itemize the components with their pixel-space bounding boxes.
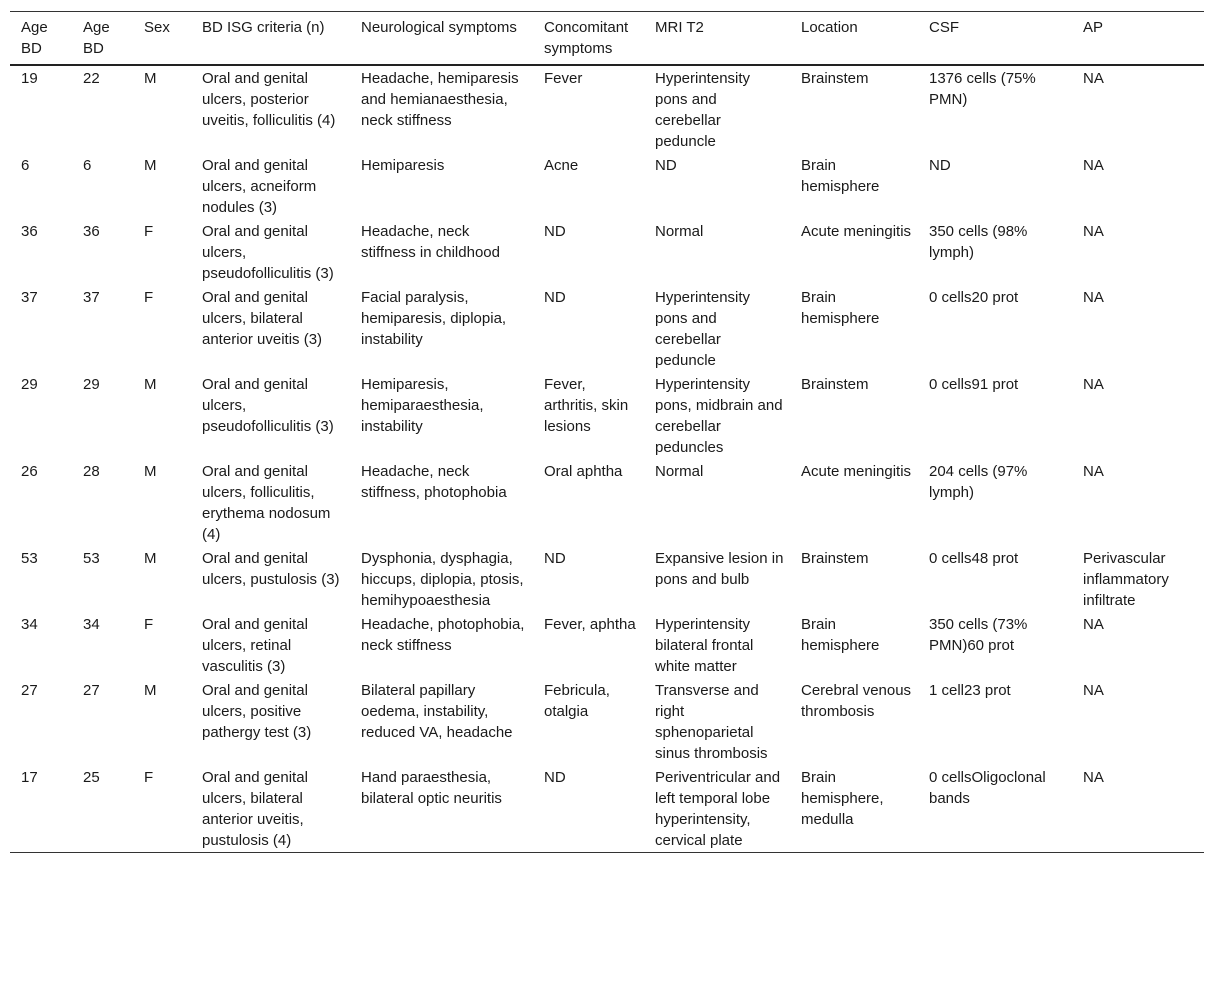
cell-neurological-symptoms: Headache, hemiparesis and hemianaesthesia, neck stiffness <box>361 70 519 129</box>
cell-ap: NA <box>1083 223 1104 240</box>
cell-sex: M <box>144 70 157 87</box>
cell-isg-criteria: Oral and genital ulcers, retinal vasculitis (3) <box>202 616 308 675</box>
cell-age-bd-1: 36 <box>21 223 38 240</box>
cell-concomitant-symptoms: Fever, arthritis, skin lesions <box>544 376 629 435</box>
cell-age-bd-2: 37 <box>83 289 100 306</box>
cell-sex: M <box>144 463 157 480</box>
cell-csf: 204 cells (97% lymph) <box>929 463 1028 501</box>
cell-location: Brain hemisphere <box>801 157 880 195</box>
cell-mri-t2: Hyperintensity bilateral frontal white matter <box>655 616 754 675</box>
cell-mri-t2: Normal <box>655 463 704 480</box>
cell-neurological-symptoms: Headache, neck stiffness, photophobia <box>361 463 507 501</box>
cell-sex: M <box>144 682 157 699</box>
cell-concomitant-symptoms: Fever <box>544 70 583 87</box>
cell-sex: F <box>144 769 154 786</box>
cell-concomitant-symptoms: Fever, aphtha <box>544 616 636 633</box>
cell-ap: NA <box>1083 70 1104 87</box>
cell-concomitant-symptoms: Oral aphtha <box>544 463 623 480</box>
cell-age-bd-1: 6 <box>21 157 30 174</box>
table-row <box>10 219 1204 285</box>
header-sex: Sex <box>144 19 170 36</box>
cell-csf: 1376 cells (75% PMN) <box>929 70 1036 108</box>
cell-mri-t2: Normal <box>655 223 704 240</box>
cell-concomitant-symptoms: ND <box>544 289 566 306</box>
cell-age-bd-2: 22 <box>83 70 100 87</box>
header-ap: AP <box>1083 19 1104 36</box>
cell-isg-criteria: Oral and genital ulcers, pseudofolliculitis (3) <box>202 223 334 282</box>
cell-isg-criteria: Oral and genital ulcers, pseudofolliculitis (3) <box>202 376 334 435</box>
cell-concomitant-symptoms: Acne <box>544 157 579 174</box>
cell-age-bd-2: 28 <box>83 463 100 480</box>
cell-location: Brain hemisphere <box>801 616 880 654</box>
header-mri-t2: MRI T2 <box>655 19 704 36</box>
cell-age-bd-2: 53 <box>83 550 100 567</box>
cell-sex: F <box>144 616 154 633</box>
cell-concomitant-symptoms: ND <box>544 223 566 240</box>
cell-ap: NA <box>1083 157 1104 174</box>
cell-concomitant-symptoms: Febricula, otalgia <box>544 682 610 720</box>
cell-neurological-symptoms: Bilateral papillary oedema, instability, reduced VA, headache <box>361 682 513 741</box>
table-header-row <box>10 12 1204 66</box>
cell-age-bd-2: 27 <box>83 682 100 699</box>
cell-csf: 1 cell23 prot <box>929 682 1011 699</box>
cell-mri-t2: Hyperintensity pons and cerebellar peduncle <box>655 289 751 369</box>
cell-location: Brainstem <box>801 70 869 87</box>
cell-age-bd-1: 17 <box>21 769 38 786</box>
cell-mri-t2: ND <box>655 157 677 174</box>
cell-csf: 0 cells20 prot <box>929 289 1019 306</box>
table-row <box>10 678 1204 765</box>
cell-ap: NA <box>1083 616 1104 633</box>
cell-sex: F <box>144 289 154 306</box>
table-row <box>10 285 1204 372</box>
table-row <box>10 372 1204 459</box>
cell-age-bd-1: 26 <box>21 463 38 480</box>
cell-neurological-symptoms: Facial paralysis, hemiparesis, diplopia, instability <box>361 289 507 348</box>
cell-age-bd-1: 53 <box>21 550 38 567</box>
header-concomitant-symptoms: Concomitant symptoms <box>544 19 629 57</box>
cell-mri-t2: Periventricular and left temporal lobe hyperintensity, cervical plate <box>655 769 781 849</box>
cell-csf: 0 cellsOligoclonal bands <box>929 769 1046 807</box>
cell-isg-criteria: Oral and genital ulcers, bilateral anterior uveitis (3) <box>202 289 323 348</box>
clinical-data-table <box>10 11 1204 853</box>
cell-isg-criteria: Oral and genital ulcers, acneiform nodules (3) <box>202 157 317 216</box>
cell-csf: 350 cells (73% PMN)60 prot <box>929 616 1028 654</box>
clinical-table-container <box>10 11 1204 853</box>
table-row <box>10 459 1204 546</box>
cell-mri-t2: Hyperintensity pons and cerebellar peduncle <box>655 70 751 150</box>
header-location: Location <box>801 19 858 36</box>
cell-age-bd-2: 36 <box>83 223 100 240</box>
cell-isg-criteria: Oral and genital ulcers, posterior uveitis, folliculitis (4) <box>202 70 336 129</box>
cell-ap: NA <box>1083 289 1104 306</box>
cell-location: Brain hemisphere, medulla <box>801 769 884 828</box>
header-neurological-symptoms: Neurological symptoms <box>361 19 517 36</box>
cell-isg-criteria: Oral and genital ulcers, pustulosis (3) <box>202 550 340 588</box>
cell-ap: NA <box>1083 376 1104 393</box>
cell-neurological-symptoms: Dysphonia, dysphagia, hiccups, diplopia, ptosis, hemihypoaesthesia <box>361 550 524 609</box>
cell-age-bd-2: 25 <box>83 769 100 786</box>
table-row <box>10 765 1204 853</box>
header-isg-criteria: BD ISG criteria (n) <box>202 19 325 36</box>
cell-isg-criteria: Oral and genital ulcers, bilateral anterior uveitis, pustulosis (4) <box>202 769 308 849</box>
header-csf: CSF <box>929 19 959 36</box>
cell-location: Cerebral venous thrombosis <box>801 682 912 720</box>
cell-location: Brainstem <box>801 376 869 393</box>
cell-ap: NA <box>1083 682 1104 699</box>
cell-csf: ND <box>929 157 951 174</box>
cell-mri-t2: Hyperintensity pons, midbrain and cerebellar peduncles <box>655 376 783 456</box>
cell-neurological-symptoms: Hemiparesis, hemiparaesthesia, instability <box>361 376 484 435</box>
cell-neurological-symptoms: Hemiparesis <box>361 157 445 174</box>
cell-neurological-symptoms: Hand paraesthesia, bilateral optic neuritis <box>361 769 502 807</box>
cell-age-bd-2: 29 <box>83 376 100 393</box>
cell-neurological-symptoms: Headache, photophobia, neck stiffness <box>361 616 525 654</box>
cell-age-bd-1: 34 <box>21 616 38 633</box>
cell-location: Brain hemisphere <box>801 289 880 327</box>
cell-sex: F <box>144 223 154 240</box>
cell-sex: M <box>144 376 157 393</box>
cell-mri-t2: Expansive lesion in pons and bulb <box>655 550 784 588</box>
table-row <box>10 546 1204 612</box>
table-row <box>10 612 1204 678</box>
table-row <box>10 153 1204 219</box>
cell-csf: 0 cells91 prot <box>929 376 1019 393</box>
cell-age-bd-1: 19 <box>21 70 38 87</box>
header-age-bd-2: Age BD <box>83 19 110 57</box>
cell-ap: Perivascular inflammatory infiltrate <box>1083 550 1169 609</box>
cell-sex: M <box>144 157 157 174</box>
cell-concomitant-symptoms: ND <box>544 769 566 786</box>
cell-concomitant-symptoms: ND <box>544 550 566 567</box>
cell-age-bd-2: 34 <box>83 616 100 633</box>
cell-location: Acute meningitis <box>801 223 912 240</box>
cell-location: Acute meningitis <box>801 463 912 480</box>
cell-csf: 0 cells48 prot <box>929 550 1019 567</box>
table-row <box>10 65 1204 153</box>
cell-mri-t2: Transverse and right sphenoparietal sinus thrombosis <box>655 682 768 762</box>
cell-csf: 350 cells (98% lymph) <box>929 223 1028 261</box>
cell-isg-criteria: Oral and genital ulcers, folliculitis, erythema nodosum (4) <box>202 463 331 543</box>
cell-sex: M <box>144 550 157 567</box>
header-age-bd-1: Age BD <box>21 19 48 57</box>
cell-age-bd-1: 37 <box>21 289 38 306</box>
cell-neurological-symptoms: Headache, neck stiffness in childhood <box>361 223 500 261</box>
cell-age-bd-2: 6 <box>83 157 92 174</box>
cell-age-bd-1: 29 <box>21 376 38 393</box>
cell-location: Brainstem <box>801 550 869 567</box>
cell-isg-criteria: Oral and genital ulcers, positive pathergy test (3) <box>202 682 312 741</box>
cell-ap: NA <box>1083 769 1104 786</box>
cell-ap: NA <box>1083 463 1104 480</box>
cell-age-bd-1: 27 <box>21 682 38 699</box>
